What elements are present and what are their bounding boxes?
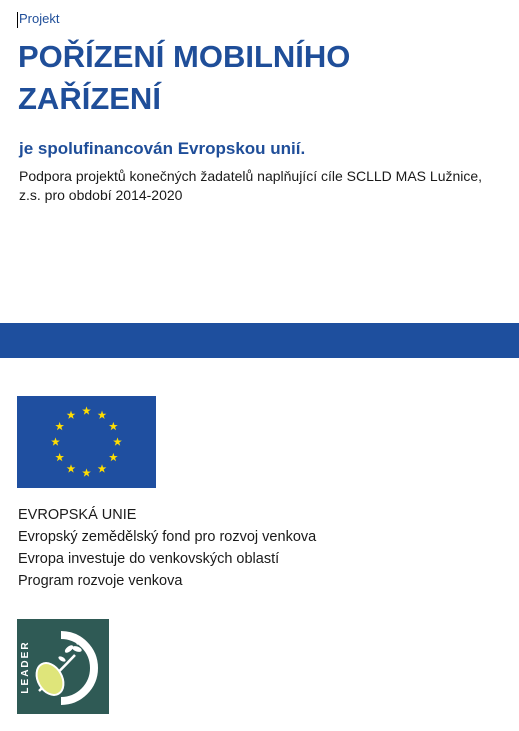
eu-fund: Evropský zemědělský fond pro rozvoj venkova	[18, 529, 317, 545]
description: Podpora projektů konečných žadatelů naplňující cíle SCLLD MAS Lužnice, z.s. pro období 2014-2020	[19, 168, 483, 203]
subtitle: je spolufinancován Evropskou unií.	[19, 139, 306, 158]
eu-slogan: Evropa investuje do venkovských oblastí	[18, 551, 280, 567]
eu-name: EVROPSKÁ UNIE	[18, 507, 137, 523]
text-cursor	[17, 12, 18, 28]
eu-program: Program rozvoje venkova	[18, 573, 183, 589]
page-title: POŘÍZENÍ MOBILNÍHO ZAŘÍZENÍ	[18, 39, 351, 116]
leader-logo-text: LEADER	[20, 640, 31, 694]
leader-logo-icon	[17, 619, 109, 714]
eu-flag-icon	[17, 396, 156, 488]
eu-info	[18, 504, 316, 592]
project-label: Projekt	[19, 11, 60, 26]
blue-divider-band	[0, 323, 519, 358]
